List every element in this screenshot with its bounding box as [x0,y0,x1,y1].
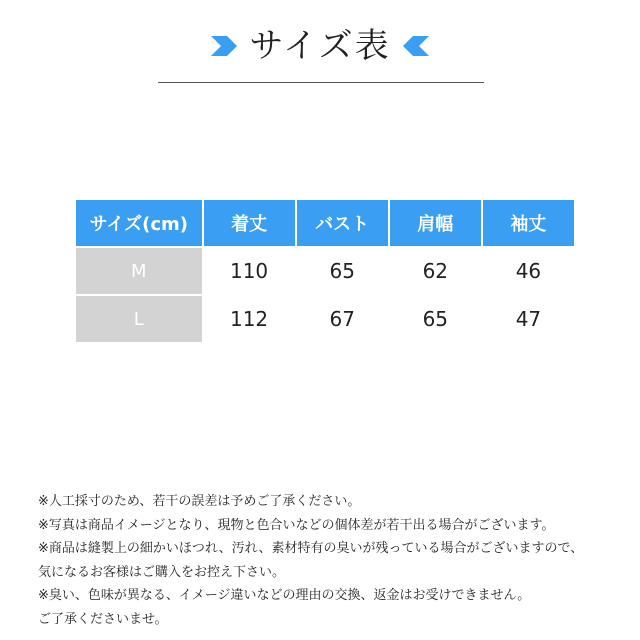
table-header-row [76,200,574,246]
note-line: ご了承くださいませ。 [38,611,168,627]
table-cell: 65 [329,259,355,283]
page-title: サイズ表 [249,26,391,66]
note-line: ※人工採寸のため、若干の誤差は予めご了承ください。 [38,494,361,509]
title-block [0,22,640,70]
table-cell: 112 [229,307,269,331]
column-header: 肩幅 [390,200,481,246]
chevron-left-icon [401,32,431,60]
column-header: 着丈 [204,200,295,246]
note-line: 気になるお客様はご購入をお控え下さい。 [38,564,286,580]
row-size-label: L [76,296,202,342]
table-cell: 65 [422,307,449,331]
table-row [76,296,574,342]
table-cell: 110 [229,259,269,283]
notes-block [38,490,618,631]
note-line: ※臭い、色味が異なる、イメージ違いなどの理由の交換、返金はお受けできません。 [38,588,531,603]
table-cell: 62 [422,259,449,283]
note-line: ※商品は縫製上の細かいほつれ、汚れ、素材特有の臭いが残っている場合がございますので、 [38,541,584,556]
title-divider [158,82,484,83]
note-line: ※写真は商品イメージとなり、現物と色合いなどの個体差が若干出る場合がございます。 [38,517,555,533]
column-header: サイズ(cm) [76,200,202,246]
size-table [74,198,576,344]
column-header: 袖丈 [483,200,574,246]
column-header: バスト [297,200,388,246]
table-row [76,248,574,294]
row-size-label: M [76,248,202,294]
table-cell: 67 [329,307,355,331]
table-cell: 47 [515,307,542,331]
chevron-right-icon [209,32,239,60]
table-cell: 46 [515,259,542,283]
